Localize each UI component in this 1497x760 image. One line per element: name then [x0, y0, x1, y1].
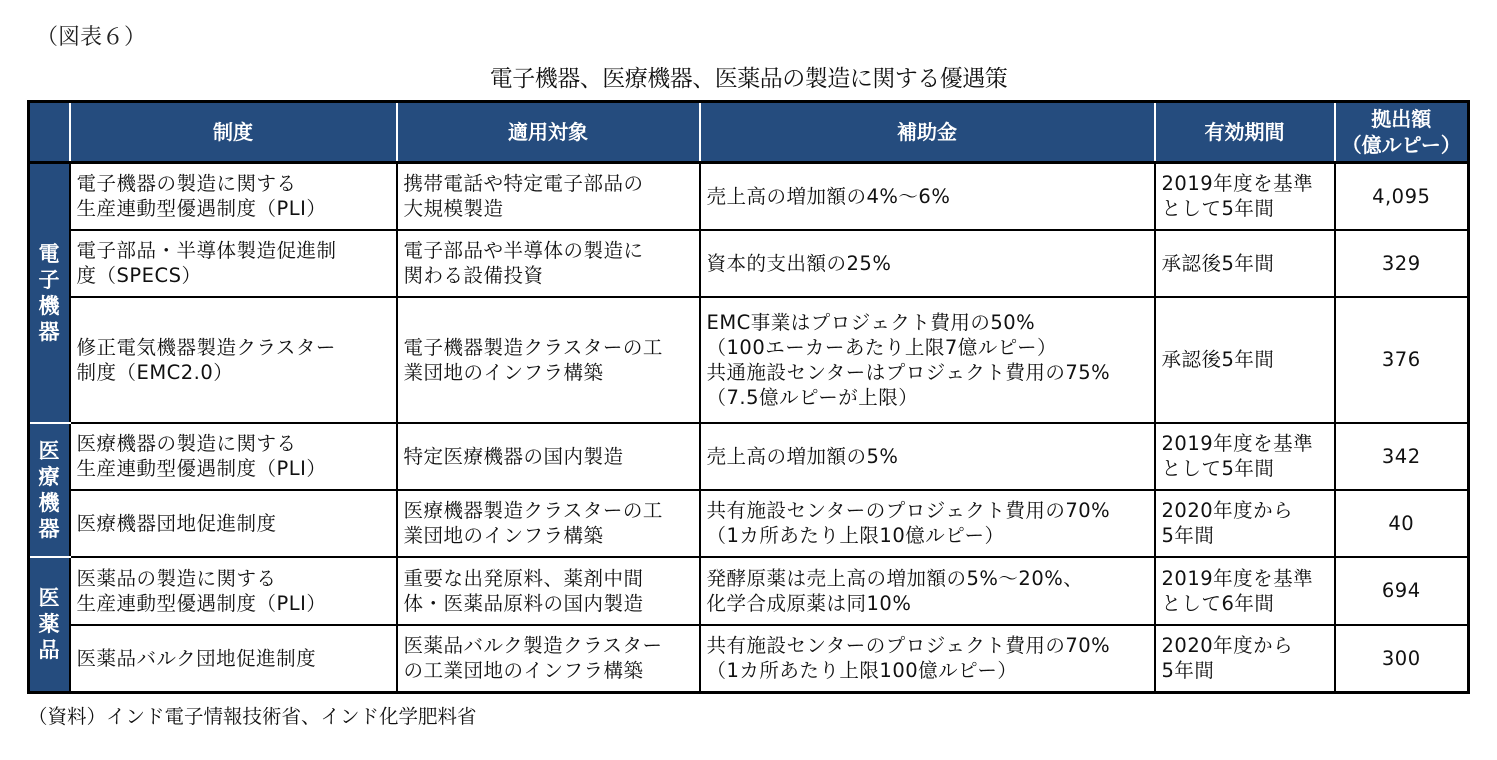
scheme-cell — [70, 625, 397, 693]
header-target: 適用対象 — [397, 102, 700, 163]
subsidy-line: 売上高の増加額の4%～6% — [706, 184, 951, 208]
header-subsidy: 補助金 — [700, 102, 1155, 163]
period-line: 5年間 — [1161, 659, 1215, 683]
target-line: 関わる設備投資 — [403, 264, 544, 287]
period-line: 承認後5年間 — [1161, 348, 1275, 371]
amount-cell: 329 — [1335, 230, 1469, 297]
table-row — [29, 163, 1469, 230]
scheme-cell — [70, 163, 397, 230]
period-cell — [1155, 490, 1335, 557]
subsidy-line: （7.5億ルピーが上限） — [706, 385, 919, 409]
period-line: 5年間 — [1161, 524, 1215, 547]
target-cell — [397, 297, 700, 423]
category-electronics — [29, 163, 70, 423]
target-line: の工業団地のインフラ構築 — [403, 659, 644, 683]
subsidy-line: 共通施設センターはプロジェクト費用の75% — [706, 360, 1111, 384]
target-cell — [397, 163, 700, 230]
header-category — [29, 102, 70, 163]
target-line: 携帯電話や特定電子部品の — [403, 172, 644, 196]
period-cell — [1155, 163, 1335, 230]
target-line: 医薬品バルク製造クラスター — [403, 634, 663, 658]
period-line: として5年間 — [1161, 457, 1275, 480]
subsidy-cell — [700, 423, 1155, 490]
subsidy-cell — [700, 163, 1155, 230]
period-line: 2020年度から — [1161, 634, 1294, 658]
category-pharmaceuticals — [29, 557, 70, 693]
source-note: （資料）インド電子情報技術省、インド化学肥料省 — [28, 705, 477, 728]
period-cell — [1155, 557, 1335, 625]
subsidy-line: 発酵原薬は売上高の増加額の5%～20%、 — [706, 566, 1084, 590]
target-cell — [397, 423, 700, 490]
subsidy-line: 共有施設センターのプロジェクト費用の70% — [706, 499, 1111, 522]
target-cell — [397, 557, 700, 625]
table-row — [29, 490, 1469, 557]
incentive-table — [27, 100, 1470, 694]
category-label: 医薬品 — [38, 586, 60, 663]
table-title: 電子機器、医療機器、医薬品の製造に関する優遇策 — [489, 66, 1008, 92]
scheme-cell — [70, 423, 397, 490]
figure-label: （図表６） — [36, 25, 147, 50]
target-line: 特定医療機器の国内製造 — [403, 444, 624, 468]
subsidy-line: （100エーカーあたり上限7億ルピー） — [706, 335, 1057, 359]
scheme-line: 医薬品の製造に関する — [76, 566, 277, 590]
header-amount-line2: （億ルピー） — [1341, 133, 1461, 157]
category-label: 電子機器 — [38, 241, 60, 344]
period-line: として6年間 — [1161, 591, 1275, 615]
scheme-cell — [70, 230, 397, 297]
target-cell — [397, 490, 700, 557]
amount-cell: 40 — [1335, 490, 1469, 557]
target-line: 電子部品や半導体の製造に — [403, 239, 644, 262]
scheme-line: 度（SPECS） — [76, 264, 202, 287]
scheme-line: 医療機器団地促進制度 — [76, 511, 277, 535]
header-row — [29, 102, 1469, 163]
scheme-line: 修正電気機器製造クラスター — [76, 335, 336, 359]
amount-cell: 4,095 — [1335, 163, 1469, 230]
period-line: 承認後5年間 — [1161, 251, 1275, 275]
period-line: 2019年度を基準 — [1161, 566, 1314, 590]
table-row — [29, 297, 1469, 423]
scheme-cell — [70, 557, 397, 625]
target-line: 業団地のインフラ構築 — [403, 360, 604, 384]
period-cell — [1155, 625, 1335, 693]
subsidy-cell — [700, 557, 1155, 625]
period-cell — [1155, 423, 1335, 490]
period-cell — [1155, 230, 1335, 297]
scheme-line: 医薬品バルク団地促進制度 — [76, 646, 317, 670]
subsidy-line: EMC事業はプロジェクト費用の50% — [706, 310, 1036, 334]
table-row — [29, 625, 1469, 693]
target-line: 業団地のインフラ構築 — [403, 524, 604, 547]
target-line: 体・医薬品原料の国内製造 — [403, 591, 644, 615]
amount-cell: 342 — [1335, 423, 1469, 490]
header-scheme: 制度 — [70, 102, 397, 163]
subsidy-line: （1カ所あたり上限10億ルピー） — [706, 524, 1005, 547]
header-amount-line1: 拠出額 — [1371, 107, 1432, 131]
scheme-line: 生産連動型優遇制度（PLI） — [76, 197, 327, 221]
subsidy-line: 資本的支出額の25% — [706, 251, 892, 275]
period-cell — [1155, 297, 1335, 423]
amount-cell: 300 — [1335, 625, 1469, 693]
period-line: 2019年度を基準 — [1161, 172, 1314, 196]
scheme-line: 電子部品・半導体製造促進制 — [76, 239, 337, 262]
subsidy-line: 化学合成原薬は同10% — [706, 591, 912, 615]
category-medical-devices — [29, 423, 70, 557]
subsidy-cell — [700, 490, 1155, 557]
scheme-line: 生産連動型優遇制度（PLI） — [76, 457, 327, 480]
category-label: 医療機器 — [38, 438, 60, 541]
period-line: 2019年度を基準 — [1161, 432, 1314, 455]
target-line: 電子機器製造クラスターの工 — [403, 335, 663, 359]
target-line: 重要な出発原料、薬剤中間 — [403, 566, 644, 590]
target-cell — [397, 625, 700, 693]
scheme-line: 電子機器の製造に関する — [76, 172, 297, 196]
scheme-cell — [70, 490, 397, 557]
subsidy-line: （1カ所あたり上限100億ルピー） — [706, 659, 1018, 683]
table-row — [29, 230, 1469, 297]
table-row — [29, 423, 1469, 490]
scheme-line: 生産連動型優遇制度（PLI） — [76, 591, 327, 615]
amount-cell: 694 — [1335, 557, 1469, 625]
subsidy-line: 売上高の増加額の5% — [706, 444, 899, 468]
subsidy-cell — [700, 625, 1155, 693]
scheme-line: 制度（EMC2.0） — [76, 360, 234, 384]
subsidy-cell — [700, 297, 1155, 423]
scheme-line: 医療機器の製造に関する — [76, 432, 297, 455]
target-line: 医療機器製造クラスターの工 — [403, 499, 663, 522]
period-line: として5年間 — [1161, 197, 1275, 221]
target-line: 大規模製造 — [403, 197, 504, 221]
subsidy-line: 共有施設センターのプロジェクト費用の70% — [706, 634, 1111, 658]
target-cell — [397, 230, 700, 297]
period-line: 2020年度から — [1161, 499, 1294, 522]
header-period: 有効期間 — [1155, 102, 1335, 163]
amount-cell: 376 — [1335, 297, 1469, 423]
table-row — [29, 557, 1469, 625]
header-amount — [1335, 102, 1469, 163]
subsidy-cell — [700, 230, 1155, 297]
scheme-cell — [70, 297, 397, 423]
